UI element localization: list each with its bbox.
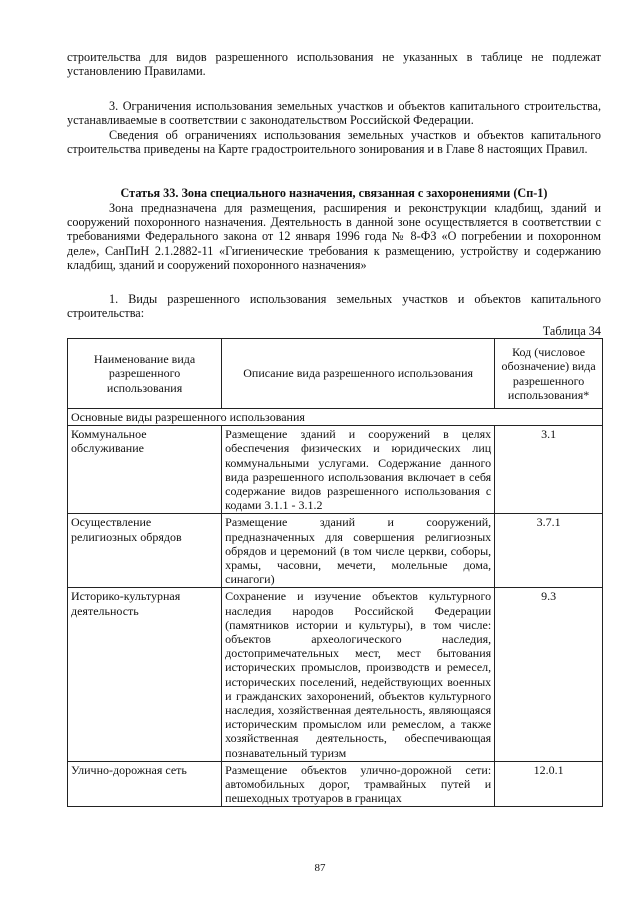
table-header-row [68, 339, 603, 409]
table-caption: Таблица 34 [542, 324, 601, 338]
table-row [68, 514, 603, 588]
section-label: Основные виды разрешенного использования [68, 409, 603, 426]
use-code: 12.0.1 [495, 761, 603, 807]
use-name: Улично-дорожная сеть [68, 761, 222, 807]
use-code: 3.1 [495, 426, 603, 514]
header-name: Наименование вида разрешенного использования [68, 339, 222, 409]
page-number: 87 [314, 862, 326, 874]
use-description: Размещение объектов улично-дорожной сети: автомобильных дорог, трамвайных путей и пешеходных тротуаров в границах [222, 761, 495, 807]
table-row [68, 761, 603, 807]
header-description: Описание вида разрешенного использования [222, 339, 495, 409]
use-name: Коммунальное обслуживание [68, 426, 222, 514]
table-row [68, 588, 603, 761]
permitted-uses-intro: 1. Виды разрешенного использования земельных участков и объектов капитального строительства: [67, 292, 601, 321]
permitted-uses-table [67, 338, 603, 807]
use-code: 9.3 [495, 588, 603, 761]
use-code: 3.7.1 [495, 514, 603, 588]
article-title: Статья 33. Зона специального назначения, связанная с захоронениями (Сп-1) [120, 186, 548, 200]
use-description: Размещение зданий и сооружений в целях обеспечения физических и юридических лиц коммунальными услугами. Содержание данного вида разрешенного использования включает в себя содержание видов разрешенного использования с кодами 3.1.1 - 3.1.2 [222, 426, 495, 514]
carryover-paragraph: строительства для видов разрешенного использования не указанных в таблице не подлежат установлению Правилами. [67, 50, 601, 79]
section-row [68, 409, 603, 426]
use-description: Размещение зданий и сооружений, предназначенных для совершения религиозных обрядов и церемоний (в том числе церкви, соборы, храмы, часовни, мечети, молельные дома, синагоги) [222, 514, 495, 588]
restrictions-paragraph: 3. Ограничения использования земельных участков и объектов капитального строительства, устанавливаемые в соответствии с законодательством Российской Федерации. [67, 99, 601, 128]
zone-description-paragraph: Зона предназначена для размещения, расширения и реконструкции кладбищ, зданий и сооружений похоронного назначения. Деятельность в данной зоне осуществляется в соответствии с требованиями Федерального закона от 12 января 1996 года № 8-ФЗ «О погребении и похоронном деле», СанПиН 2.1.2882-11 «Гигиенические требования к размещению, устройству и содержанию кладбищ, зданий и сооружений похоронного назначения» [67, 201, 601, 272]
use-name: Осуществление религиозных обрядов [68, 514, 222, 588]
header-code: Код (числовое обозначение) вида разрешенного использования* [495, 339, 603, 409]
restrictions-info-paragraph: Сведения об ограничениях использования земельных участков и объектов капитального строительства приведены на Карте градостроительного зонирования и в Главе 8 настоящих Правил. [67, 128, 601, 157]
use-name: Историко-культурная деятельность [68, 588, 222, 761]
table-row [68, 426, 603, 514]
use-description: Сохранение и изучение объектов культурного наследия народов Российской Федерации (памятников истории и культуры), в том числе: объектов археологического наследия, достопримечательных мест, мест бытования исторических промыслов, производств и ремесел, исторических поселений, недействующих военных и гражданских захоронений, объектов культурного наследия, хозяйственная деятельность, являющаяся историческим промыслом или ремеслом, а также хозяйственная деятельность, обеспечивающая познавательный туризм [222, 588, 495, 761]
